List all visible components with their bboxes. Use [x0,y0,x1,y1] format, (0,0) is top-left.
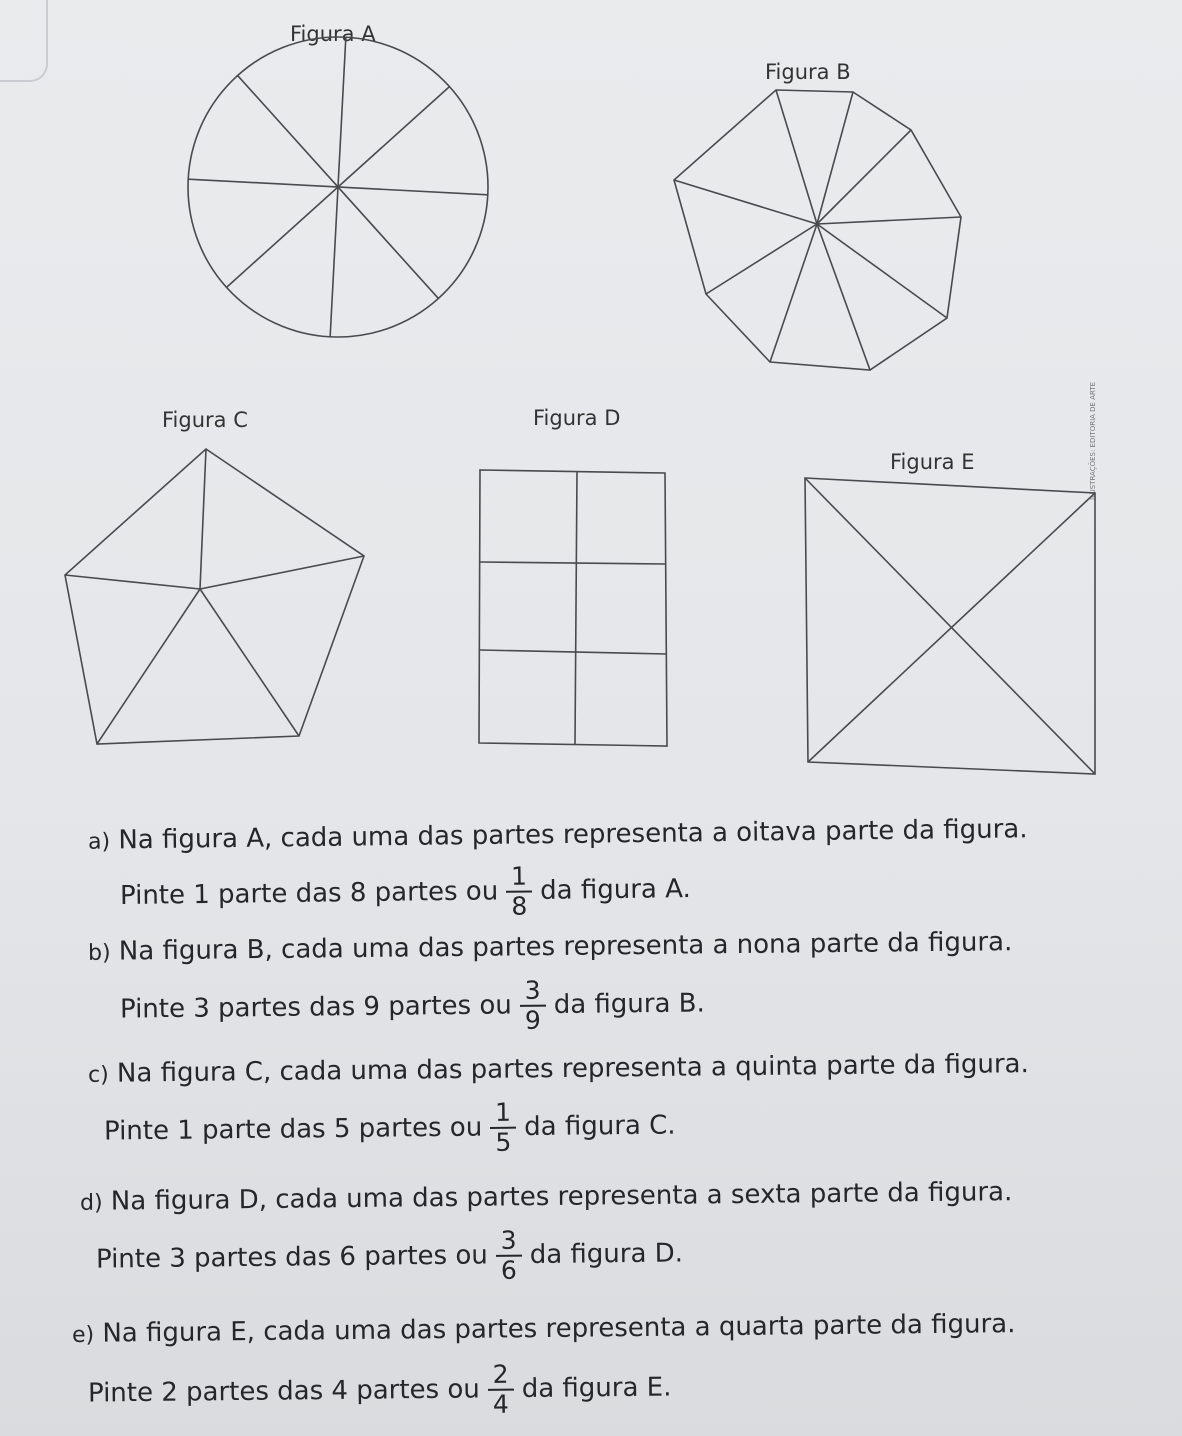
question-letter: a) [87,829,111,855]
fraction-numerator: 2 [492,1359,509,1389]
question-letter: c) [87,1062,109,1088]
question-e-task [88,1359,672,1423]
task-text: Pinte 1 parte das 5 partes ou [103,1112,483,1147]
question-d-task [96,1225,684,1289]
figure-d[interactable] [479,470,667,746]
figure-a-division-line [227,87,450,288]
question-letter: d) [79,1190,103,1216]
figure-e[interactable] [805,478,1095,774]
task-text-end: da figura B. [553,988,705,1021]
question-a-task [120,861,691,926]
fraction [506,862,533,920]
question-d [80,1175,1013,1221]
fraction-denominator: 8 [511,891,528,921]
question-letter: e) [71,1322,95,1348]
fraction-numerator: 1 [510,861,528,891]
question-letter: b) [87,940,111,966]
fraction [487,1361,514,1419]
question-b-task [120,975,705,1039]
question-e [72,1307,1016,1353]
fraction-denominator: 4 [492,1389,510,1419]
fraction [519,977,546,1035]
task-text-end: da figura E. [521,1372,672,1405]
question-statement: Na figura B, cada uma das partes representa a nona parte da figura. [118,927,1013,967]
figure-b[interactable] [674,90,961,370]
fraction-numerator: 1 [494,1097,512,1127]
fraction-numerator: 3 [524,975,541,1005]
fraction-numerator: 3 [500,1225,517,1255]
question-statement: Na figura A, cada uma das partes representa a oitava parte da figura. [118,814,1028,856]
figure-d-label: Figura D [533,406,621,430]
task-text-end: da figura D. [529,1238,684,1271]
fraction-denominator: 9 [524,1005,542,1035]
figure-a-label: Figura A [290,22,376,46]
illustration-credit: ILUSTRAÇÕES: EDITORIA DE ARTE [1089,381,1097,500]
figure-c-label: Figura C [162,408,248,432]
figure-c[interactable] [65,449,364,744]
question-b [88,925,1013,971]
question-statement: Na figura C, cada uma das partes representa a quinta parte da figura. [116,1049,1029,1089]
figure-b-label: Figura B [765,60,851,84]
task-text: Pinte 1 parte das 8 partes ou [119,876,499,911]
figure-a[interactable] [188,37,488,337]
task-text-end: da figura C. [524,1110,676,1143]
fraction [495,1227,522,1285]
task-text: Pinte 3 partes das 6 partes ou [95,1240,488,1275]
fraction [490,1099,517,1157]
figure-e-label: Figura E [890,450,975,474]
task-text: Pinte 2 partes das 4 partes ou [87,1374,480,1409]
question-a [88,812,1028,859]
question-statement: Na figura E, cada uma das partes representa a quarta parte da figura. [102,1309,1016,1349]
fraction-denominator: 6 [500,1255,518,1285]
question-c-task [104,1097,676,1161]
task-text-end: da figura A. [540,874,691,906]
question-statement: Na figura D, cada uma das partes representa a sexta parte da figura. [110,1177,1013,1217]
fraction-denominator: 5 [495,1127,512,1157]
question-c [88,1047,1029,1093]
task-text: Pinte 3 partes das 9 partes ou [119,990,512,1025]
